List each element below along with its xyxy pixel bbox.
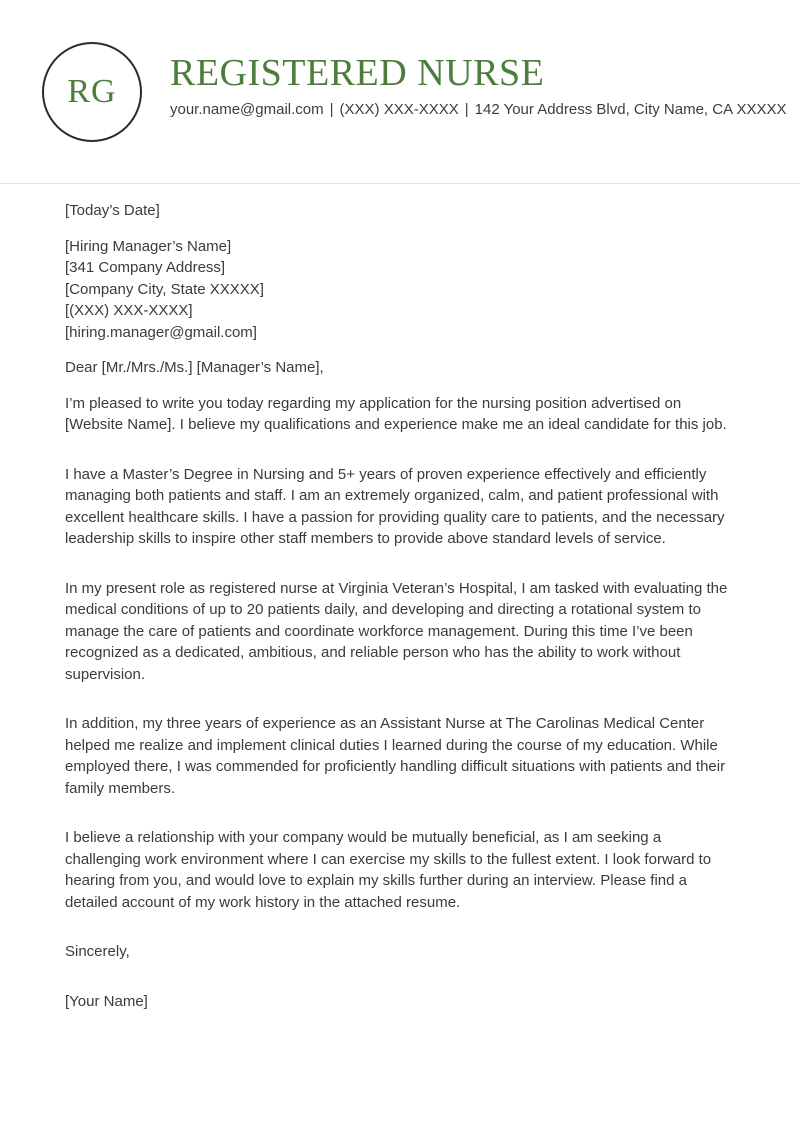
- recipient-address-line: [hiring.manager@gmail.com]: [65, 323, 257, 341]
- letter-paragraph: In my present role as registered nurse at Virginia Veteran’s Hospital, I am tasked with evaluating the medical conditions of up to 20 patients daily, and developing and directing a rotational system to manage the care of patients and coordinate workforce management. During this time I’ve been recognized as a dedicated, ambitious, and reliable person who has the ability to work without supervision.: [65, 579, 728, 683]
- letter-paragraphs: [65, 393, 735, 914]
- recipient-address-block: [65, 236, 735, 344]
- signature-placeholder: [Your Name]: [65, 992, 148, 1010]
- letter-paragraph: In addition, my three years of experience as an Assistant Nurse at The Carolinas Medical Center helped me realize and implement clinical duties I learned during the course of my education. While employed there, I was commended for proficiently handling difficult situations with patients and their family members.: [65, 715, 726, 797]
- contact-line: [170, 100, 786, 119]
- contact-separator: |: [464, 101, 469, 118]
- header-text-block: [170, 53, 786, 119]
- page-title: REGISTERED NURSE: [170, 52, 545, 94]
- letter-date: [Today’s Date]: [65, 202, 160, 219]
- letter-body: [0, 184, 800, 1012]
- closing: Sincerely,: [65, 943, 130, 960]
- letter-paragraph: I’m pleased to write you today regarding my application for the nursing position advertised on [Website Name]. I believe my qualifications and experience make me an ideal candidate for this job.: [65, 394, 727, 433]
- contact-separator: |: [329, 101, 334, 118]
- contact-phone: (XXX) XXX-XXXX: [339, 101, 459, 118]
- letter-paragraph: I believe a relationship with your company would be mutually beneficial, as I am seeking a challenging work environment where I can exercise my skills to the fullest extent. I look forward to hearing from you, and would love to explain my skills further during an interview. Please find a detailed account of my work history in the attached resume.: [65, 829, 712, 911]
- monogram-initials: RG: [67, 73, 117, 110]
- contact-email: your.name@gmail.com: [170, 101, 324, 118]
- contact-address: 142 Your Address Blvd, City Name, CA XXXXX: [474, 101, 787, 118]
- salutation: Dear [Mr./Mrs./Ms.] [Manager’s Name],: [65, 359, 324, 376]
- recipient-address-line: [(XXX) XXX-XXXX]: [65, 302, 193, 319]
- recipient-address-line: [Hiring Manager’s Name]: [65, 237, 232, 255]
- monogram-logo: [42, 42, 142, 142]
- recipient-address-line: [Company City, State XXXXX]: [65, 280, 264, 298]
- letter-header: [0, 0, 800, 184]
- letter-paragraph: I have a Master’s Degree in Nursing and 5+ years of proven experience effectively and efficiently managing both patients and staff. I am an extremely organized, calm, and patient professional with excellent healthcare skills. I have a passion for providing quality care to patients, and the necessary leadership skills to inspire other staff members to provide above standard levels of service.: [65, 465, 725, 547]
- recipient-address-line: [341 Company Address]: [65, 259, 226, 276]
